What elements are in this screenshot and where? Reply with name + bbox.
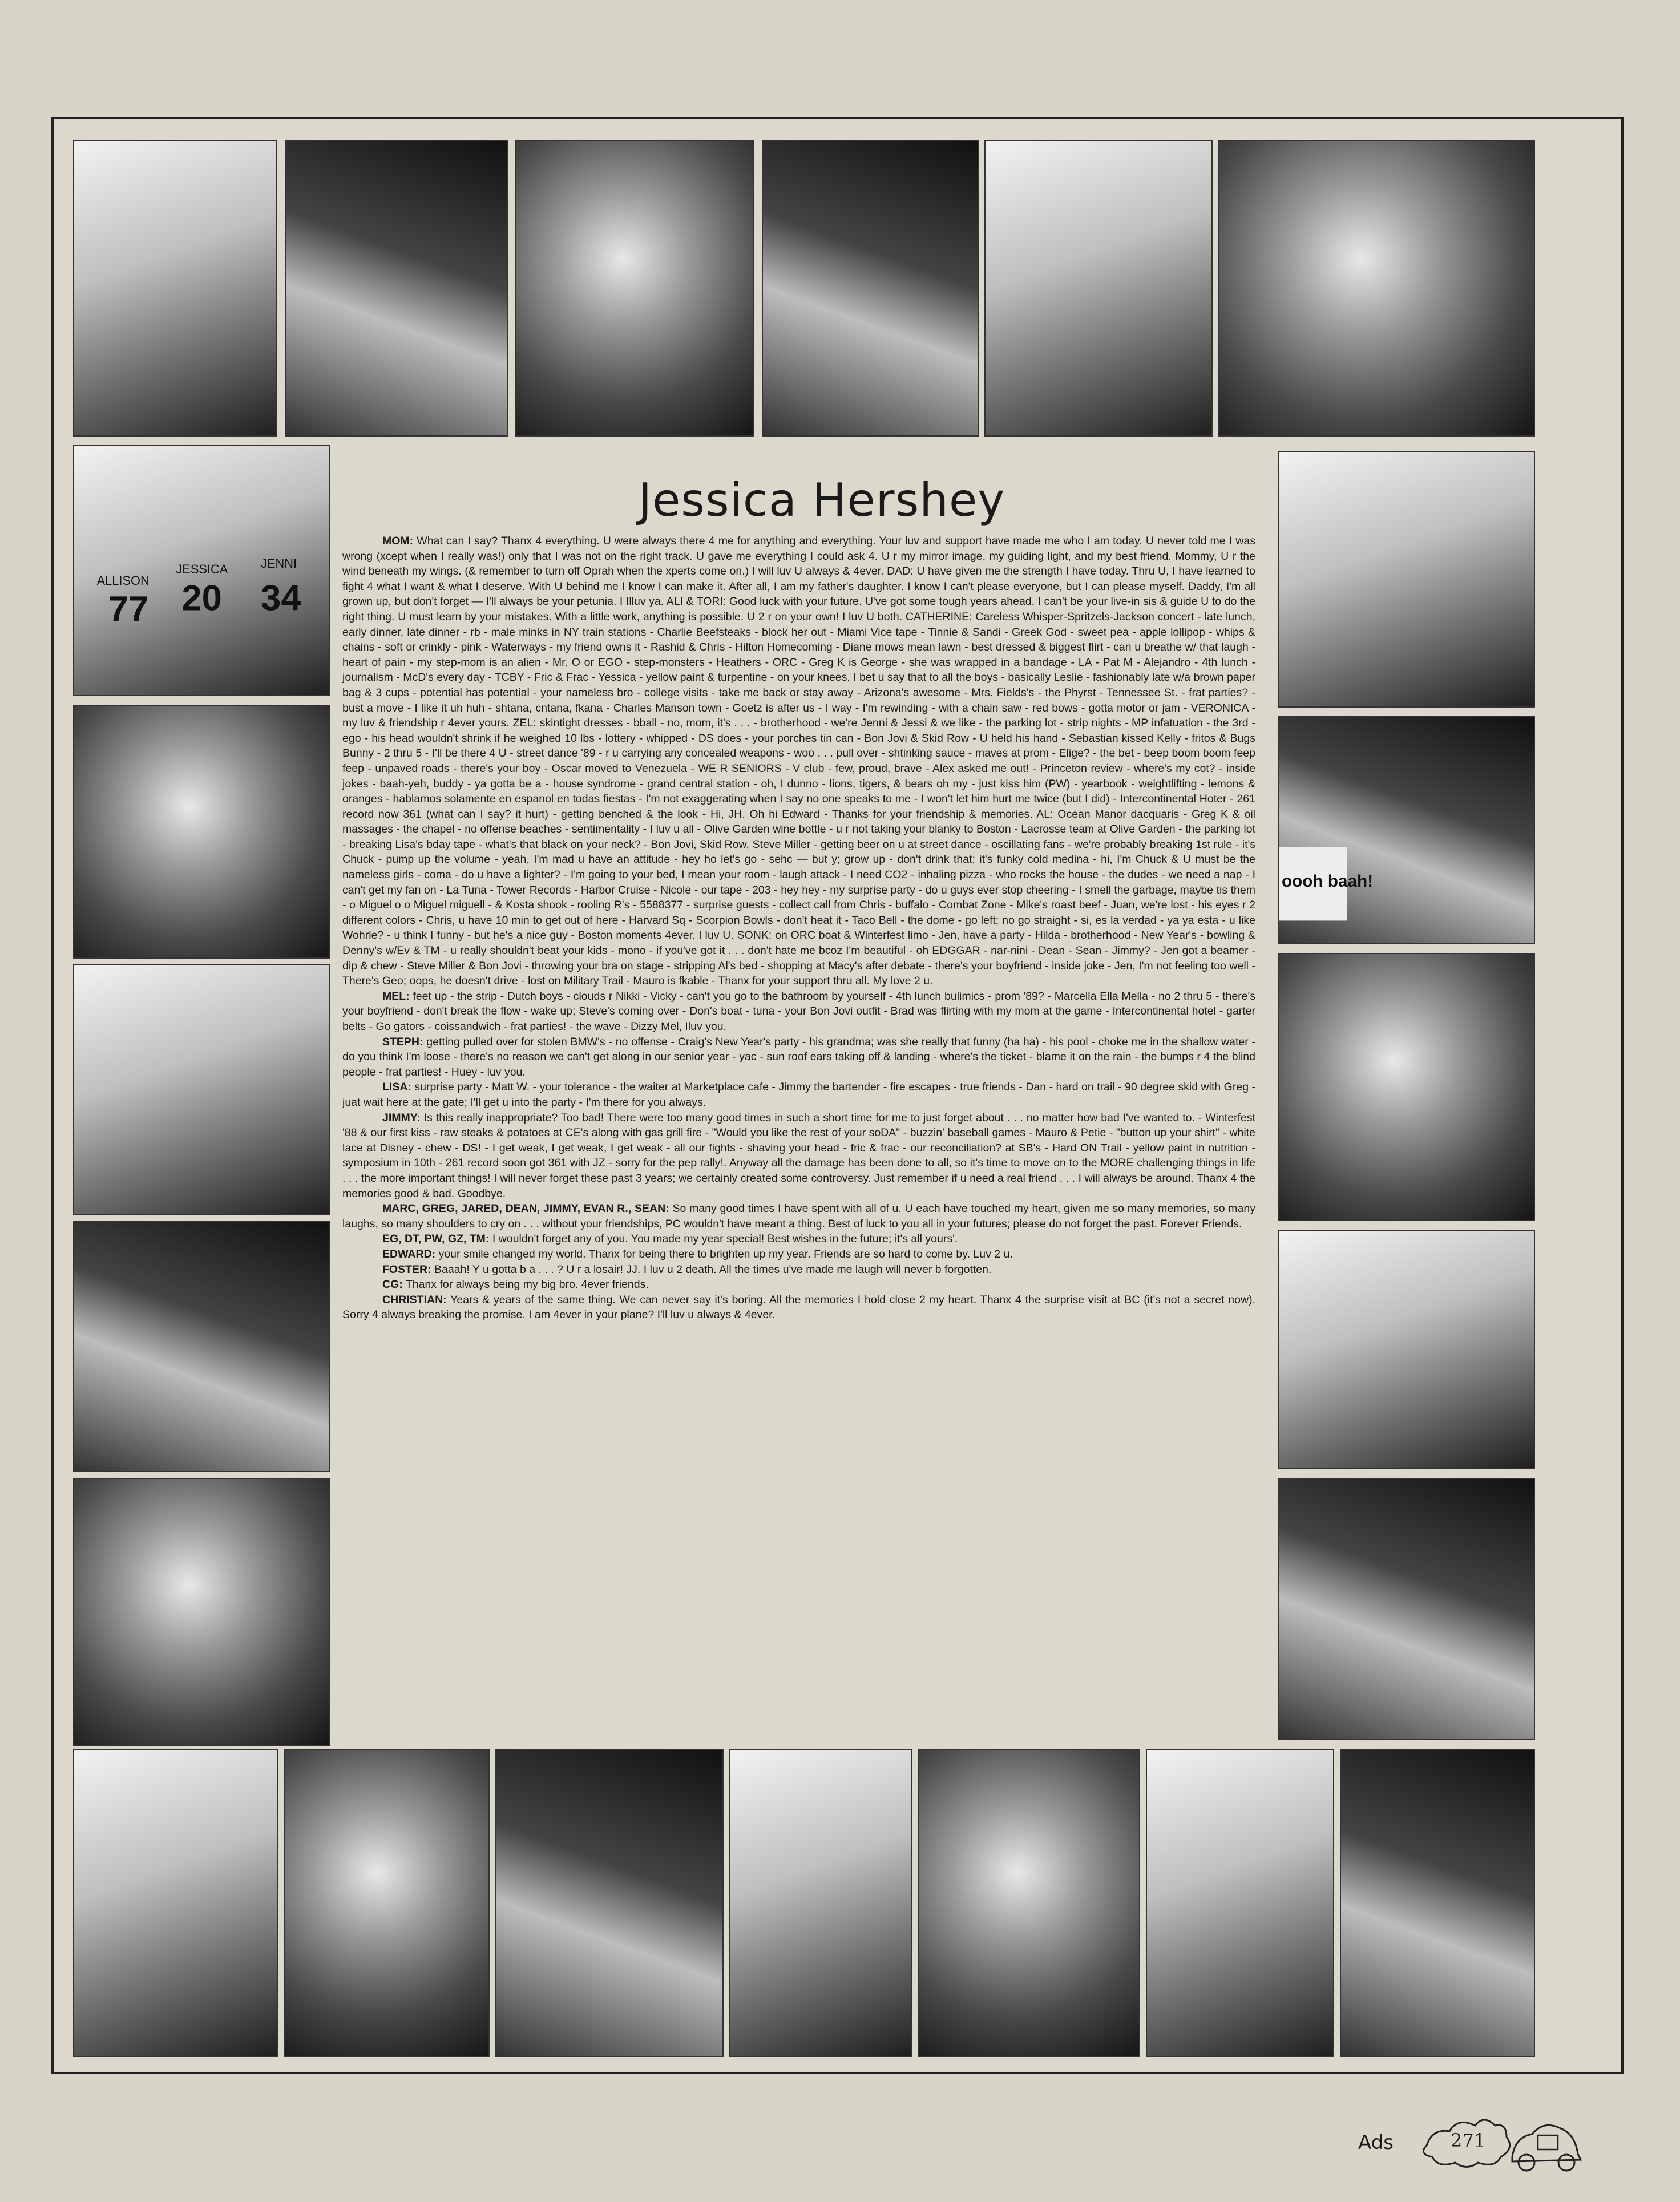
jersey-number-1: 77 [108, 589, 149, 630]
message-text: Years & years of the same thing. We can never say it's boring. All the memories I hold close 2 my heart. Thanx 4 the surprise visit at BC (it's not a secret now). Sorry 4 always breaking the promise. I am 4ever in your plane? I'll luv u always & 4ever. [342, 1293, 1255, 1322]
message-text: What can I say? Thanx 4 everything. U were always there 4 me for anything and everything. Your luv and support have made me who I am today. U never told me I was wrong (xcept when I really was!) only that I was not on the right track. U gave me everything I could ask 4. U r my mirror image, my guiding light, and my best friend. Mommy, U r the wind beneath my wings. (& remember to turn off Oprah when the xperts come on.) I will luv U always & 4ever. DAD: U have given me the strength I have today. Thru U, I have learned to fight 4 what I want & what I deserve. With U behind me I know I can make it. After all, I am my father's daughter. I know I can't please everyone, but I can please myself. Daddy, I'm all grown up, but don't forget — I'll always be your petunia. I Illuv ya. ALI & TORI: Good luck with your future. U've got some tough years ahead. I can't be your live-in sis & guide U to do the right thing. U must learn by your mistakes. With a little work, anything is possible. U 2 r on your own! I luv U both. CATHERINE: Careless Whisper-Spritzels-Jackson concert - late lunch, early dinner, late dinner - rb - male minks in NY train stations - Charlie Beefsteaks - block her out - Miami Vice tape - Tinnie & Sandi - Greek God - sweet pea - apple lollipop - whips & chains - soft or crinkly - pink - Waterways - my friend owns it - Rashid & Chris - Hilton Homecoming - Diane mows mean lawn - best dressed & biggest flirt - can u breathe w/ that laugh - heart of pain - my step-mom is an alien - Mr. O or EGO - step-monsters - Heathers - ORC - Greg K is George - she was wrapped in a bandage - LA - Pat M - Alejandro - 4th lunch - journalism - McD's every day - TCBY - Fric & Frac - Yessica - yellow paint & turpentine - on your knees, I bet u say that to all the boys - basically Leslie - fashionably late w/a brown paper bag & 3 cups - potential has potential - your nameless bro - college visits - take me back or stay away - Arizona's awesome - Mrs. Fields's - the Phyrst - Tennessee St. - frat parties? - bust a move - I like it uh huh - shtana, cntana, fkana - Charles Manson town - Goetz is after us - I way - I'm rewinding - with a chain saw - red bows - gotta motor or jam - VERONICA - my luv & friendship r 4ever yours. ZEL: skintight dresses - bball - no, mom, it's . . . - brotherhood - we're Jenni & Jessi & we like - the parking lot - strip nights - MP infatuation - the 3rd - ego - his head wouldn't shrink if he weighed 10 lbs - lottery - whipped - DS does - your porches tin can - Bon Jovi & Skid Row - U held his hand - Sebastian kissed Kelly - fritos & Bugs Bunny - 2 thru 5 - I'll be there 4 U - street dance '89 - r u carrying any concealed weapons - woo . . . pull over - shtinking sauce - maves at prom - Elige? - the bet - beep boom boom feep feep - unpaved roads - there's your boy - Oscar moved to Venezuela - WE R SENIORS - V club - few, proud, brave - Alex asked me out! - Princeton review - where's my cot? - inside jokes - baah-yeh, buddy - ya gotta be a - house syndrome - grand central station - oh, I dunno - lions, tigers, & bears oh my - just kiss him (PW) - yearbook - weightlifting - lemons & oranges - hablamos solamente en espanol en todas fiestas - I'm not exaggerating when I say no one speaks to me - I won't let him hurt me twice (but I did) - Intercontinental Hoter - 261 record now 361 (what can I say? it hurt) - getting benched & the look - Hi, JH. Oh hi Edward - Thanks for your friendship & memories. AL: Ocean Manor dacquaris - Greg K & oil massages - the chapel - no offense beaches - sentimentality - I luv u all - Olive Garden wine bottle - u r not taking your blanky to Boston - Lacrosse team at Olive Garden - the parking lot - breaking Lisa's bday tape - what's that black on your neck? - Bon Jovi, Skid Row, Steve Miller - getting beer on u at street dance - oscillating fans - we're probably breaking 1st rule - it's Chuck - pump up the volume - yeah, I'm mad u have an attitude - hey ho let's go - sehc — but y; grow up - don't drink that; it's funky cold medina - hi, I'm Chuck & U must be the nameless girls - coma - do u have a lighter? - I'm going to your bed, I mean your room - laugh attack - I need CO2 - inhaling pizza - who rocks the house - the dudes - we need a nap - I can't get my fan on - La Tuna - Tower Records - Harbor Cruise - Nicole - our tape - 203 - hey hey - my surprise party - do u guys ever stop cheering - I smell the garbage, maybe tis them - o Miguel o o Miguel miguell - & Kosta shook - rooling R's - 5588377 - surprise guests - collect call from Chris - buffalo - Combat Zone - Mike's roast beef - Juan, we're lost - his eyes r 2 different colors - Chris, u have 10 min to get out of here - Harvard Sq - Scorpion Bowls - don't heat it - Taco Bell - the dome - go left; no go straight - si, es la verdad - ya ya esta - u like Wohrle? - u think I funny - but he's a nice guy - Boston moments 4ever. I luv U. SONK: on ORC boat & Winterfest limo - Jen, have a party - Hilda - brotherhood - New Year's - bowling & Denny's w/Ev & TM - u really shouldn't beat your kids - mono - if you've got it . . . don't hate me bcoz I'm beautiful - oh EDGGAR - nar-nini - Dean - Sean - Jimmy? - Jen got a beamer - dip & chew - Steve Miller & Bon Jovi - throwing your bra on stage - stripping Al's bed - shopping at Macy's after debate - there's your boyfriend - inside joke - Jen, I'm not feeling too well - There's Geo; oops, he doesn't drive - lost on Military Trail - Mauro is fkable - Thanx for your support thru all. My love 2 u. [342, 535, 1255, 988]
photo-bottom-4 [729, 1749, 912, 2057]
recipient-name: CHRISTIAN: [382, 1293, 447, 1306]
jersey-number-3: 34 [261, 578, 301, 619]
tribute-paragraph [342, 1262, 1255, 1278]
tribute-paragraph [342, 1231, 1255, 1247]
photo-top-4 [762, 140, 979, 437]
tribute-paragraph [342, 1277, 1255, 1292]
photo-top-5 [984, 140, 1213, 437]
photo-bottom-6 [1146, 1749, 1334, 2057]
jersey-name-2: JESSICA [176, 561, 228, 576]
photo-left-2 [73, 705, 330, 959]
section-label: Ads [1358, 2131, 1394, 2154]
photo-bottom-1 [73, 1749, 278, 2057]
message-text: surprise party - Matt W. - your tolerance - the waiter at Marketplace cafe - Jimmy the bartender - fire escapes - true friends - Dan - hard on trail - 90 degree skid with Greg - juat wait here at the gate; I'll get u into the party - I'm there for you always. [342, 1081, 1255, 1109]
recipient-name: LISA: [382, 1081, 411, 1094]
photo-top-3 [515, 140, 754, 437]
page-number-badge [1415, 2106, 1586, 2180]
tribute-paragraph [342, 1035, 1255, 1080]
photo-left-4 [73, 1221, 330, 1472]
message-text: Baaah! Y u gotta b a . . . ? U r a losair! JJ. I luv u 2 death. All the times u've made me laugh will never b forgotten. [431, 1263, 992, 1276]
tribute-paragraph [342, 1292, 1255, 1323]
message-text: Thanx for always being my big bro. 4ever friends. [402, 1278, 649, 1291]
recipient-name: STEPH: [382, 1035, 423, 1048]
tribute-paragraph [342, 1247, 1255, 1262]
recipient-name: MEL: [382, 989, 410, 1003]
tribute-text [342, 534, 1255, 1698]
recipient-name: FOSTER: [382, 1263, 431, 1276]
recipient-name: EG, DT, PW, GZ, TM: [382, 1233, 490, 1246]
message-text: getting pulled over for stolen BMW's - no offense - Craig's New Year's party - his grandma; was she really that funny (ha ha) - his pool - choke me in the shallow water - do you think I'm loose - there's no reason we can't get along in our senior year - yac - sun roof ears taking off & landing - where's the ticket - blame it on the rain - the bumps r 4 the blind people - frat parties! - Huey - luv you. [342, 1035, 1255, 1078]
photo-left-3 [73, 964, 330, 1215]
message-text: I wouldn't forget any of you. You made my year special! Best wishes in the future; it's all yours'. [489, 1233, 958, 1246]
photo-right-5 [1278, 1478, 1535, 1740]
shirt-text: oooh baah! [1281, 872, 1374, 891]
photo-top-6 [1218, 140, 1535, 437]
photo-cheerleaders [73, 445, 330, 696]
message-text: your smile changed my world. Thanx for being there to brighten up my year. Friends are so hard to come by. Luv 2 u. [435, 1247, 1013, 1260]
recipient-name: MARC, GREG, JARED, DEAN, JIMMY, EVAN R., SEAN: [382, 1202, 669, 1215]
recipient-name: MOM: [382, 535, 414, 547]
photo-right-4 [1278, 1230, 1535, 1469]
jersey-name-1: ALLISON [96, 573, 150, 588]
photo-top-2 [285, 140, 508, 437]
page-title: Jessica Hershey [638, 474, 1005, 527]
tribute-paragraph [342, 1110, 1255, 1202]
photo-top-1 [73, 140, 277, 437]
recipient-name: JIMMY: [382, 1111, 421, 1124]
tribute-paragraph [342, 534, 1255, 989]
photo-bottom-7 [1340, 1749, 1535, 2057]
photo-right-3 [1278, 953, 1535, 1221]
page-number: 271 [1451, 2130, 1486, 2151]
jersey-name-3: JENNI [261, 556, 297, 571]
photo-bottom-5 [918, 1749, 1140, 2057]
photo-bottom-3 [495, 1749, 724, 2057]
photo-left-5 [73, 1478, 330, 1746]
recipient-name: EDWARD: [382, 1247, 436, 1260]
photo-right-2 [1278, 716, 1535, 944]
car-doodle-icon [1415, 2106, 1586, 2180]
recipient-name: CG: [382, 1278, 403, 1291]
message-text: So many good times I have spent with all of u. U each have touched my heart, given me so many memories, so many laughs, so many shoulders to cry on . . . without your friendships, PC wouldn't have meant a thing. Best of luck to you all in your futures; please do not forget the past. Forever Friends. [342, 1202, 1255, 1230]
message-text: feet up - the strip - Dutch boys - clouds r Nikki - Vicky - can't you go to the bathroom by yourself - 4th lunch bulimics - prom '89? - Marcella Ella Mella - no 2 thru 5 - there's your boyfriend - don't break the flow - wake up; Steve's coming over - Don's boat - tuna - your Bon Jovi outfit - Brad was flirting with my mom at the game - Intercontinental hotel - garter belts - Go gators - coissandwich - frat parties! - the wave - Dizzy Mel, Iluv you. [342, 989, 1255, 1033]
tribute-paragraph [342, 1080, 1255, 1110]
message-text: Is this really inappropriate? Too bad! There were too many good times in such a short time for me to just forget about . . . no matter how bad I've wanted to. - Winterfest '88 & our first kiss - raw steaks & potatoes at CE's along with gas grill fire - "Would you like the rest of your soDA" - buzzin' baseball games - Mauro & Petie - "button up your shirt" - white lace at Disney - chew - DS! - I get weak, I get weak, I get weak - all our fights - shaving your head - fric & frac - our reconciliation? at SB's - Hard ON Trail - yellow paint in nutrition - symposium in 10th - 261 record soon got 361 with JZ - sorry for the pep rally!. Anyway all the damage has been done to all, so it's time to move on to the MORE challenging things in life . . . the more important things! I will never forget these past 3 years; we certainly created some controversy. Just remember if u need a real friend . . . I will always be around. Thanx 4 the memories good & bad. Goodbye. [342, 1111, 1255, 1200]
tribute-paragraph [342, 989, 1255, 1035]
jersey-number-2: 20 [181, 578, 222, 619]
tribute-paragraph [342, 1201, 1255, 1231]
photo-bottom-2 [284, 1749, 490, 2057]
photo-right-1 [1278, 451, 1535, 708]
